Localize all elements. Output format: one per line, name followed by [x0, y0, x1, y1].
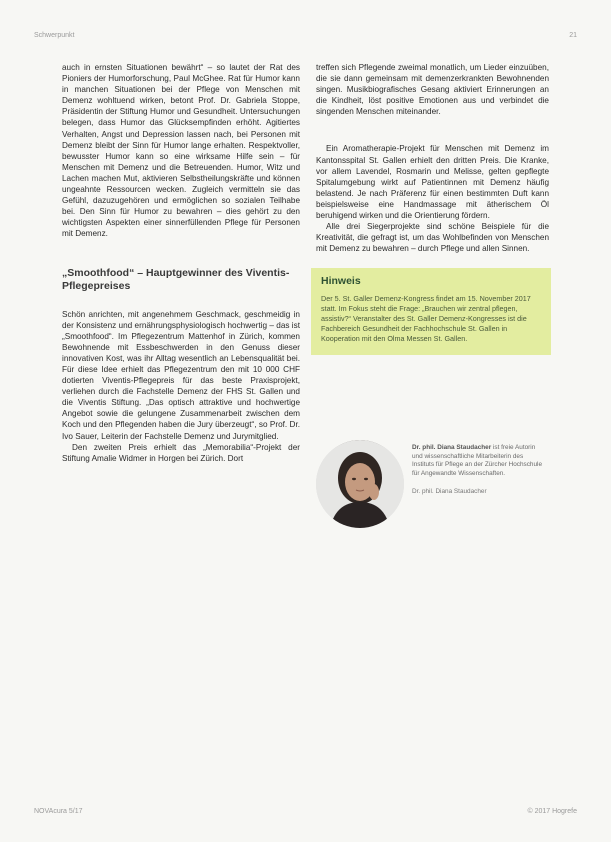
running-head-section: Schwerpunkt: [34, 32, 75, 39]
right-column: [316, 62, 549, 355]
author-signature-note: Dr. phil. Diana Staudacher: [412, 488, 487, 496]
notice-box: [311, 268, 551, 354]
issue-label: NOVAcura 5/17: [34, 808, 83, 815]
author-portrait: [316, 440, 404, 528]
body-paragraph: auch in ernsten Situationen bewährt“ – so lautet der Rat des Pioniers der Humorforschung, Paul McGhee. Rat für Humor kann in manchen Situationen bei der Pflege von Menschen mit Demenz wohltuend wirken, betont Prof. Dr. Gabriela Stoppe, Präsidentin der Stiftung Humor und Gesundheit. Untersuchungen belegen, dass Humor das Glücksempfinden erhöht. Agitiertes Verhalten, Angst und Depression lassen nach, bei Personen mit Demenz bleibt der Sinn für Humor lange erhalten. Respektvoller, bewusster Humor kann so eine wirksame Hilfe sein – für Menschen mit Demenz und die Betreuenden. Humor, Witz und Lachen machen Mut, aktivieren Selbstheilungskräfte und können ungeahnte Ressourcen wecken. Zugleich vermitteln sie das Gefühl, dazuzugehören und ermöglichen so sozialen Teilhabe bei. Den Sinn für Humor zu bewahren – dies gehört zu den wichtigsten Aspekten einer sinnerfüllenden Pflege für Personen mit Demenz.: [62, 63, 300, 239]
notice-title: Hinweis: [321, 275, 361, 288]
body-paragraph: treffen sich Pflegende zweimal monatlich, um Lieder einzuüben, die sie dann gemeinsam mit demenzerkrankten Bewohnenden singen. Musikbiografisches Gesang aktiviert Erinnerungen an die Kindheit, löst positive Emotionen aus und verbindet die singenden Menschen miteinander.: [316, 63, 549, 117]
body-paragraph: Alle drei Siegerprojekte sind schöne Beispiele für die Kreativität, die gefragt ist, um das Wohlbefinden von Menschen mit Demenz zu bewahren – durch Pflege und allen Sinnen.: [316, 222, 549, 254]
running-foot: [34, 808, 577, 815]
portrait-illustration: [316, 440, 404, 528]
copyright: © 2017 Hogrefe: [527, 808, 577, 815]
section-heading: „Smoothfood“ – Hauptgewinner des Viventis-Pflegepreises: [62, 266, 290, 292]
author-box: [316, 440, 556, 550]
body-paragraph: Ein Aromatherapie-Projekt für Menschen mit Demenz im Kantonsspital St. Gallen erhielt den dritten Preis. Die Kranke, vor allem Lavendel, Rosmarin und Melisse, gelten gepflegte Spitalumgebung wirkt auf Patientinnen mit Demenz häufig belastend. Je nach Präferenz für einen bestimmten Duft kann beispielsweise eine Handmassage mit ätherischem Öl beruhigend wirken und die Orientierung fördern.: [316, 144, 549, 221]
paragraph-gap: [316, 117, 549, 143]
body-paragraph: Den zweiten Preis erhielt das „Memorabilia“-Projekt der Stiftung Amalie Widmer in Horgen bei Zürich. Dort: [62, 442, 300, 463]
notice-text: Der 5. St. Galler Demenz-Kongress findet am 15. November 2017 statt. Im Fokus steht die Frage: „Brauchen wir zentral pflegen, assistiv?“ Veranstalter des St. Galler Demenz-Kongresses ist die Fachbereich Gesundheit der Fachhochschule St. Gallen in Kooperation mit den Olma Messen St. Gallen.: [321, 293, 531, 344]
author-description: ist freie Autorin und wissenschaftliche Mitarbeiterin des Instituts für Pflege an der Zürcher Hochschule für Angewandte Wissenschaften.: [412, 444, 543, 477]
running-head: [34, 32, 577, 39]
body-paragraph: Schön anrichten, mit angenehmem Geschmack, geschmeidig in der Konsistenz und ernährungsphysiologisch hochwertig – das ist „Smoothfood“. Im Pflegezentrum Mattenhof in Zürich, kommen Bewohnende mit Essbeschwerden in den Genuss dieser innovativen Kost, was ihr Alltag wesentlich an Lebensqualität bei. Für diese Idee erhielt das Pflegezentrum den mit 10 000 CHF dotierten Viventis-Pflegepreis für das beste Praxisprojekt, verliehen durch die Fachstelle Demenz der FHS St. Gallen und die Viventis Stiftung. „Das optisch attraktive und hochwertige Angebot sowie die gelungene Zusammenarbeit zwischen dem Koch und den Pflegenden haben die Jury überzeugt“, so Prof. Dr. Ivo Sauer, Leiterin der Fachstelle Demenz und Jurymitglied.: [62, 309, 300, 441]
author-name: Dr. phil. Diana Staudacher: [412, 444, 492, 451]
author-bio: [412, 444, 542, 497]
left-column: [62, 62, 300, 464]
page-number: 21: [569, 32, 577, 39]
